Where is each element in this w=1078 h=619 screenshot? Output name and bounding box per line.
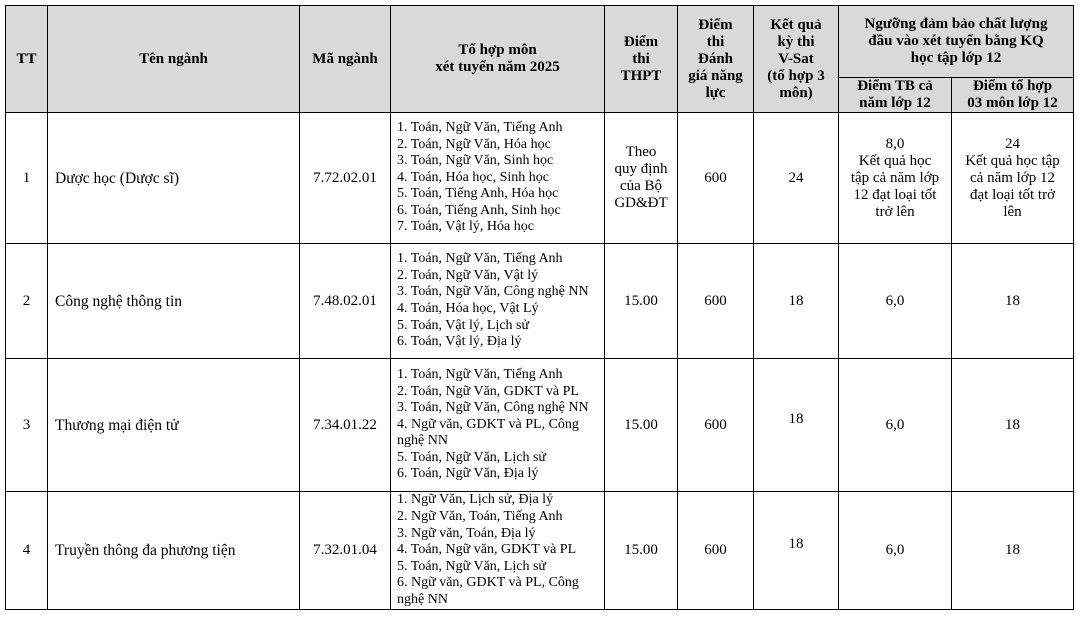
header-to-hop	[391, 6, 605, 113]
to-hop-item: 4. Toán, Hóa học, Vật Lý	[397, 301, 539, 316]
diem-tb-line: 8,0	[885, 135, 905, 152]
to-hop-item: 4. Toán, Hóa học, Sinh học	[397, 169, 549, 185]
to-hop-item: 5. Toán, Ngữ Văn, Lịch sử	[397, 449, 546, 465]
to-hop-item: 6. Toán, Vật lý, Địa lý	[397, 334, 522, 350]
cell-diem-dgnl: 600	[678, 492, 754, 610]
cell-diem-to-hop: 18	[952, 244, 1074, 359]
cell-diem-tb	[839, 113, 952, 244]
cell-vsat: 18	[754, 244, 839, 359]
header-vsat-line: Kết quả	[770, 16, 822, 33]
to-hop-item: 3. Toán, Ngữ Văn, Công nghệ NN	[397, 400, 589, 416]
header-vsat-line: kỳ thi	[777, 33, 815, 50]
header-diem-dgnl-line: Điểm	[698, 16, 733, 33]
header-diem-to-hop-line: 03 môn lớp 12	[967, 95, 1058, 111]
cell-ma-nganh: 7.72.02.01	[300, 113, 391, 244]
cell-diem-to-hop	[952, 113, 1074, 244]
cell-tt: 3	[6, 359, 48, 492]
header-nguong-line: đầu vào xét tuyển bằng KQ	[868, 33, 1044, 49]
to-hop-item: 6. Ngữ văn, GDKT và PL, Công nghệ NN	[397, 575, 579, 607]
cell-diem-to-hop: 18	[952, 359, 1074, 492]
to-hop-item: 5. Toán, Ngữ Văn, Lịch sử	[397, 558, 546, 574]
header-ten-nganh: Tên ngành	[48, 6, 300, 113]
diem-thpt-line: Theo	[625, 144, 657, 160]
header-diem-dgnl	[678, 6, 754, 113]
header-vsat-line: (tổ hợp 3	[767, 67, 825, 84]
header-vsat	[754, 6, 839, 113]
header-diem-dgnl-line: Đánh	[697, 50, 734, 67]
to-hop-item: 5. Toán, Vật lý, Lịch sử	[397, 317, 530, 333]
header-diem-dgnl-line: thi	[706, 33, 725, 50]
header-tt: TT	[6, 6, 48, 113]
cell-diem-to-hop: 18	[952, 492, 1074, 610]
cell-to-hop	[391, 244, 605, 359]
header-diem-to-hop	[952, 78, 1074, 113]
diem-to-hop-line: cả năm lớp 12	[970, 169, 1055, 186]
header-ma-nganh: Mã ngành	[300, 6, 391, 113]
header-vsat-line: môn)	[779, 84, 813, 101]
to-hop-item: 3. Ngữ văn, Toán, Địa lý	[397, 525, 536, 541]
diem-thpt-line: GD&ĐT	[614, 195, 668, 211]
header-diem-tb-line: năm lớp 12	[859, 95, 931, 111]
header-nguong-line: Ngưỡng đảm bảo chất lượng	[864, 16, 1048, 32]
header-diem-tb	[839, 78, 952, 113]
cell-ma-nganh: 7.32.01.04	[300, 492, 391, 610]
header-diem-thpt	[605, 6, 678, 113]
cell-diem-thpt: 15.00	[605, 359, 678, 492]
cell-ten-nganh: Dược học (Dược sĩ)	[48, 113, 300, 244]
to-hop-item: 1. Ngữ Văn, Lịch sử, Địa lý	[397, 492, 554, 508]
cell-diem-dgnl: 600	[678, 113, 754, 244]
cell-ma-nganh: 7.34.01.22	[300, 359, 391, 492]
header-nguong-line: học tập lớp 12	[910, 50, 1002, 66]
table-row	[6, 244, 1074, 359]
table-row	[6, 359, 1074, 492]
diem-to-hop-line: 24	[1005, 135, 1020, 152]
cell-diem-dgnl: 600	[678, 244, 754, 359]
header-to-hop-line: Tổ hợp môn	[458, 42, 537, 58]
cell-vsat: 18	[754, 492, 839, 610]
diem-thpt-line: của Bộ	[619, 178, 663, 194]
cell-diem-tb: 6,0	[839, 359, 952, 492]
table-row	[6, 492, 1074, 610]
header-diem-thpt-line: thi	[632, 50, 650, 67]
cell-tt: 4	[6, 492, 48, 610]
cell-tt: 2	[6, 244, 48, 359]
table-row	[6, 113, 1074, 244]
diem-to-hop-line: lên	[1003, 203, 1022, 220]
to-hop-item: 2. Toán, Ngữ Văn, Hóa học	[397, 136, 551, 152]
header-diem-thpt-line: THPT	[620, 67, 662, 84]
cell-to-hop	[391, 359, 605, 492]
to-hop-item: 3. Toán, Ngữ Văn, Sinh học	[397, 153, 554, 169]
cell-ten-nganh: Thương mại điện tử	[48, 359, 300, 492]
to-hop-item: 6. Toán, Ngữ Văn, Địa lý	[397, 466, 539, 482]
cell-diem-tb: 6,0	[839, 492, 952, 610]
cell-to-hop	[391, 492, 605, 610]
to-hop-item: 2. Toán, Ngữ Văn, Vật lý	[397, 267, 539, 283]
diem-tb-line: trở lên	[875, 203, 915, 220]
diem-tb-line: tập cả năm lớp	[850, 169, 940, 186]
diem-to-hop-line: Kết quả học tập	[965, 152, 1060, 169]
diem-tb-line: Kết quả học	[858, 152, 932, 169]
cell-vsat: 18	[754, 359, 839, 492]
to-hop-item: 7. Toán, Vật lý, Hóa học	[397, 219, 534, 235]
cell-ten-nganh: Truyền thông đa phương tiện	[48, 492, 300, 610]
header-diem-tb-line: Điểm TB cả	[857, 78, 933, 94]
to-hop-item: 1. Toán, Ngữ Văn, Tiếng Anh	[397, 119, 563, 135]
to-hop-item: 6. Toán, Tiếng Anh, Sinh học	[397, 202, 561, 218]
to-hop-item: 2. Toán, Ngữ Văn, GDKT và PL	[397, 383, 579, 399]
to-hop-item: 1. Toán, Ngữ Văn, Tiếng Anh	[397, 366, 563, 382]
to-hop-item: 2. Ngữ Văn, Toán, Tiếng Anh	[397, 509, 563, 525]
header-diem-thpt-line: Điểm	[623, 33, 659, 50]
cell-diem-thpt: 15.00	[605, 492, 678, 610]
diem-tb-line: 12 đạt loại tốt	[853, 186, 937, 203]
admission-table	[5, 5, 1074, 610]
to-hop-item: 1. Toán, Ngữ Văn, Tiếng Anh	[397, 251, 563, 267]
header-diem-dgnl-line: lực	[705, 84, 726, 101]
cell-diem-tb: 6,0	[839, 244, 952, 359]
cell-ma-nganh: 7.48.02.01	[300, 244, 391, 359]
cell-to-hop	[391, 113, 605, 244]
to-hop-item: 4. Toán, Ngữ văn, GDKT và PL	[397, 542, 577, 558]
cell-diem-thpt	[605, 113, 678, 244]
cell-tt: 1	[6, 113, 48, 244]
diem-to-hop-line: đạt loại tốt trở	[970, 186, 1055, 203]
cell-diem-thpt: 15.00	[605, 244, 678, 359]
diem-thpt-line: quy định	[614, 161, 668, 177]
to-hop-item: 4. Ngữ văn, GDKT và PL, Công nghệ NN	[397, 416, 579, 449]
header-diem-dgnl-line: giá năng	[688, 67, 743, 84]
cell-diem-dgnl: 600	[678, 359, 754, 492]
header-nguong	[839, 6, 1074, 78]
to-hop-item: 3. Toán, Ngữ Văn, Công nghệ NN	[397, 284, 589, 300]
to-hop-item: 5. Toán, Tiếng Anh, Hóa học	[397, 186, 559, 202]
header-vsat-line: V-Sat	[778, 50, 814, 67]
cell-ten-nganh: Công nghệ thông tin	[48, 244, 300, 359]
cell-vsat: 24	[754, 113, 839, 244]
header-to-hop-line: xét tuyển năm 2025	[435, 59, 560, 75]
header-diem-to-hop-line: Điểm tổ hợp	[972, 78, 1053, 94]
